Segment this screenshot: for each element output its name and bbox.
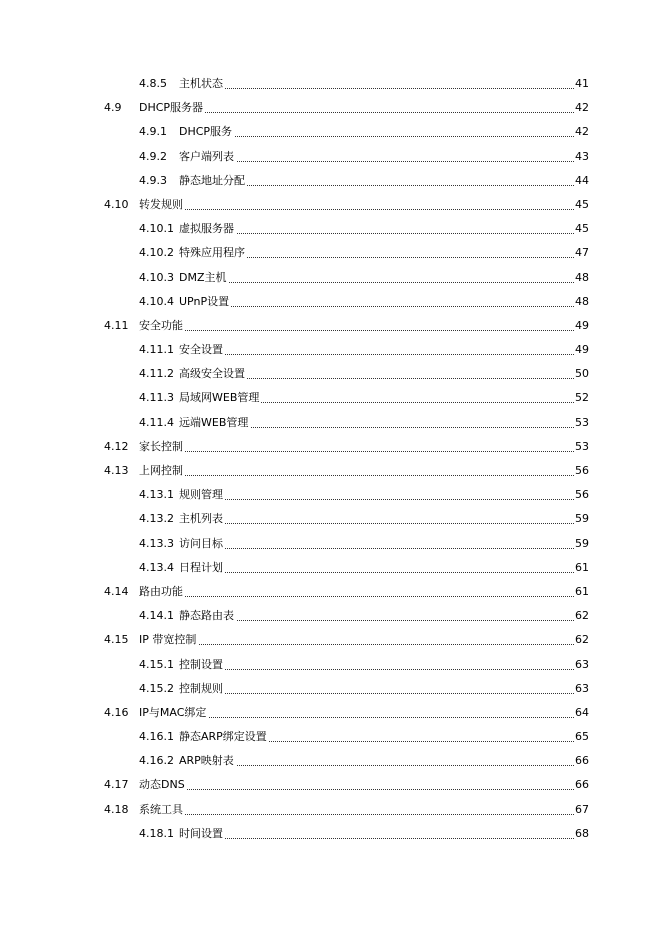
- dot-leader: [179, 136, 576, 137]
- toc-entry[interactable]: [0, 290, 662, 314]
- toc-entry-title: UPnP设置: [179, 290, 231, 314]
- toc-entry[interactable]: [0, 604, 662, 628]
- dot-leader: [179, 354, 576, 355]
- toc-entry-title: 特殊应用程序: [179, 241, 247, 265]
- toc-entry-number: 4.9.1: [139, 125, 167, 139]
- toc-entry-title: 上网控制: [139, 459, 185, 483]
- toc-entry-number: 4.12: [104, 439, 129, 453]
- dot-leader: [139, 644, 576, 645]
- toc-entry-page: 66: [575, 773, 589, 797]
- toc-entry[interactable]: [0, 193, 662, 217]
- dot-leader: [139, 475, 576, 476]
- toc-entry-number: 4.15.2: [139, 681, 174, 695]
- toc-entry-page: 66: [575, 749, 589, 773]
- dot-leader: [179, 233, 576, 234]
- toc-entry[interactable]: [0, 507, 662, 531]
- toc-entry-page: 44: [575, 169, 589, 193]
- toc-entry-title: 静态地址分配: [179, 169, 247, 193]
- toc-entry-page: 45: [575, 193, 589, 217]
- toc-entry-page: 63: [575, 677, 589, 701]
- toc-entry-title: IP与MAC绑定: [139, 701, 208, 725]
- toc-entry-number: 4.11.4: [139, 415, 174, 429]
- toc-entry[interactable]: [0, 701, 662, 725]
- toc-entry-number: 4.18: [104, 802, 129, 816]
- toc-entry-number: 4.16.1: [139, 730, 174, 744]
- toc-entry-number: 4.9.3: [139, 173, 167, 187]
- toc-entry-title: 高级安全设置: [179, 362, 247, 386]
- toc-entry-page: 61: [575, 580, 589, 604]
- toc-entry-title: 安全功能: [139, 314, 185, 338]
- toc-entry-number: 4.16.2: [139, 754, 174, 768]
- toc-entry[interactable]: [0, 145, 662, 169]
- toc-entry[interactable]: [0, 677, 662, 701]
- toc-entry-page: 65: [575, 725, 589, 749]
- toc-entry[interactable]: [0, 120, 662, 144]
- dot-leader: [179, 572, 576, 573]
- toc-entry-number: 4.10.2: [139, 246, 174, 260]
- toc-entry-title: 远端WEB管理: [179, 411, 250, 435]
- dot-leader: [179, 620, 576, 621]
- dot-leader: [179, 669, 576, 670]
- toc-entry[interactable]: [0, 435, 662, 459]
- table-of-contents: [0, 72, 662, 846]
- dot-leader: [139, 596, 576, 597]
- toc-entry-title: ARP映射表: [179, 749, 236, 773]
- toc-entry-number: 4.10.4: [139, 294, 174, 308]
- toc-entry-title: DHCP服务器: [139, 96, 205, 120]
- toc-entry[interactable]: [0, 483, 662, 507]
- toc-entry[interactable]: [0, 96, 662, 120]
- dot-leader: [139, 789, 576, 790]
- dot-leader: [139, 814, 576, 815]
- toc-entry-page: 41: [575, 72, 589, 96]
- dot-leader: [179, 548, 576, 549]
- toc-entry-page: 59: [575, 507, 589, 531]
- toc-entry-page: 67: [575, 798, 589, 822]
- toc-entry-title: 静态ARP绑定设置: [179, 725, 269, 749]
- toc-entry[interactable]: [0, 72, 662, 96]
- dot-leader: [179, 282, 576, 283]
- toc-entry-number: 4.10.1: [139, 222, 174, 236]
- dot-leader: [139, 330, 576, 331]
- dot-leader: [179, 523, 576, 524]
- toc-entry-number: 4.9.2: [139, 149, 167, 163]
- toc-entry[interactable]: [0, 266, 662, 290]
- toc-entry-title: 日程计划: [179, 556, 225, 580]
- toc-entry[interactable]: [0, 411, 662, 435]
- toc-entry-number: 4.18.1: [139, 826, 174, 840]
- toc-entry-title: 转发规则: [139, 193, 185, 217]
- toc-entry[interactable]: [0, 217, 662, 241]
- toc-entry[interactable]: [0, 532, 662, 556]
- toc-entry-page: 63: [575, 653, 589, 677]
- toc-entry-page: 52: [575, 386, 589, 410]
- toc-entry[interactable]: [0, 169, 662, 193]
- toc-entry[interactable]: [0, 580, 662, 604]
- toc-entry-number: 4.17: [104, 778, 129, 792]
- toc-entry-title: 控制规则: [179, 677, 225, 701]
- toc-entry-title: IP 带宽控制: [139, 628, 198, 652]
- toc-entry-number: 4.11.3: [139, 391, 174, 405]
- toc-entry-title: 主机状态: [179, 72, 225, 96]
- toc-entry-number: 4.15: [104, 633, 129, 647]
- toc-entry-page: 45: [575, 217, 589, 241]
- toc-entry-title: 动态DNS: [139, 773, 187, 797]
- toc-entry[interactable]: [0, 773, 662, 797]
- toc-entry-page: 42: [575, 120, 589, 144]
- toc-entry-number: 4.8.5: [139, 77, 167, 90]
- toc-entry-title: 家长控制: [139, 435, 185, 459]
- toc-entry-page: 68: [575, 822, 589, 846]
- toc-entry-number: 4.13: [104, 464, 129, 477]
- toc-entry-title: 时间设置: [179, 822, 225, 846]
- toc-entry-title: 访问目标: [179, 532, 225, 556]
- toc-entry-page: 48: [575, 290, 589, 314]
- toc-entry-number: 4.13.4: [139, 560, 174, 574]
- toc-entry-page: 56: [575, 483, 589, 507]
- dot-leader: [179, 161, 576, 162]
- toc-entry-page: 48: [575, 266, 589, 290]
- dot-leader: [139, 451, 576, 452]
- toc-entry[interactable]: [0, 556, 662, 580]
- toc-entry-title: DHCP服务: [179, 120, 234, 144]
- toc-entry-page: 62: [575, 604, 589, 628]
- toc-entry-number: 4.13.1: [139, 488, 174, 502]
- toc-entry-title: 主机列表: [179, 507, 225, 531]
- toc-entry-number: 4.11: [104, 318, 129, 332]
- toc-entry-title: DMZ主机: [179, 266, 229, 290]
- toc-entry-page: 49: [575, 314, 589, 338]
- toc-entry-page: 53: [575, 411, 589, 435]
- toc-entry-title: 客户端列表: [179, 145, 236, 169]
- toc-entry-number: 4.11.2: [139, 367, 174, 381]
- toc-entry-page: 56: [575, 459, 589, 483]
- dot-leader: [179, 499, 576, 500]
- toc-entry[interactable]: [0, 749, 662, 773]
- dot-leader: [179, 693, 576, 694]
- toc-entry-title: 虚拟服务器: [179, 217, 236, 241]
- dot-leader: [139, 209, 576, 210]
- toc-entry-number: 4.14.1: [139, 609, 174, 623]
- toc-entry[interactable]: [0, 653, 662, 677]
- toc-entry-page: 42: [575, 96, 589, 120]
- toc-entry-title: 局域网WEB管理: [179, 386, 261, 410]
- toc-entry-page: 64: [575, 701, 589, 725]
- toc-entry[interactable]: [0, 628, 662, 652]
- toc-entry-number: 4.16: [104, 705, 129, 719]
- toc-entry[interactable]: [0, 362, 662, 386]
- toc-entry[interactable]: [0, 798, 662, 822]
- toc-entry[interactable]: [0, 386, 662, 410]
- toc-entry-number: 4.14: [104, 584, 129, 598]
- dot-leader: [179, 306, 576, 307]
- toc-entry-number: 4.13.3: [139, 536, 174, 550]
- toc-entry-title: 规则管理: [179, 483, 225, 507]
- toc-entry[interactable]: [0, 241, 662, 265]
- toc-entry-page: 43: [575, 145, 589, 169]
- toc-entry-page: 50: [575, 362, 589, 386]
- toc-entry-page: 59: [575, 532, 589, 556]
- toc-entry-page: 62: [575, 628, 589, 652]
- toc-entry-page: 49: [575, 338, 589, 362]
- dot-leader: [179, 765, 576, 766]
- toc-entry-number: 4.10: [104, 197, 129, 211]
- toc-entry[interactable]: [0, 459, 662, 483]
- toc-entry-page: 61: [575, 556, 589, 580]
- dot-leader: [179, 88, 576, 89]
- toc-entry-title: 系统工具: [139, 798, 185, 822]
- toc-entry-number: 4.9: [104, 101, 122, 115]
- toc-entry-title: 路由功能: [139, 580, 185, 604]
- toc-entry-number: 4.13.2: [139, 512, 174, 526]
- toc-entry-number: 4.15.1: [139, 657, 174, 671]
- toc-entry-number: 4.11.1: [139, 343, 174, 357]
- toc-entry-title: 安全设置: [179, 338, 225, 362]
- toc-entry[interactable]: [0, 338, 662, 362]
- toc-entry-title: 静态路由表: [179, 604, 236, 628]
- toc-entry[interactable]: [0, 822, 662, 846]
- toc-entry[interactable]: [0, 725, 662, 749]
- toc-entry-page: 47: [575, 241, 589, 265]
- toc-entry-number: 4.10.3: [139, 270, 174, 284]
- toc-entry-title: 控制设置: [179, 653, 225, 677]
- toc-entry-page: 53: [575, 435, 589, 459]
- dot-leader: [179, 838, 576, 839]
- toc-entry[interactable]: [0, 314, 662, 338]
